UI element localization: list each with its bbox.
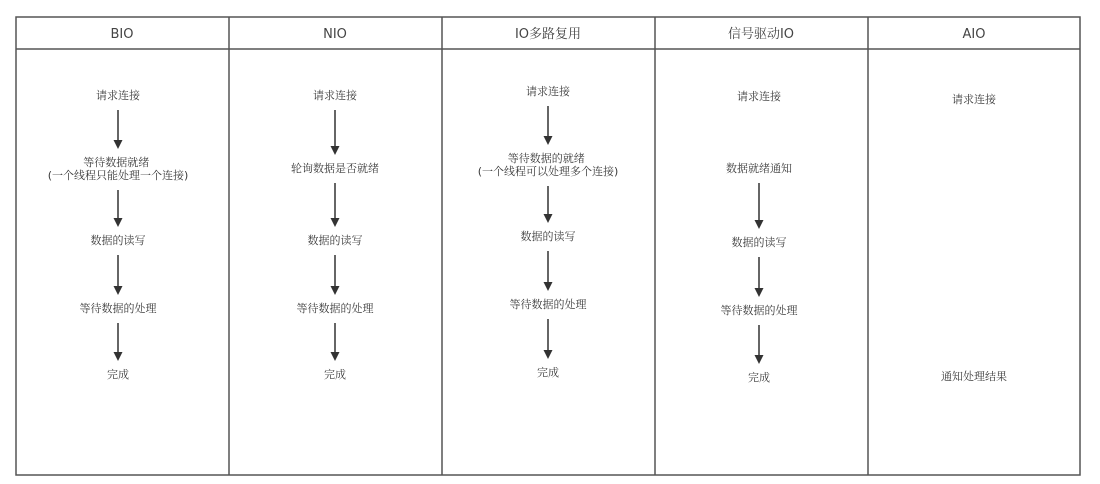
- flow-arrow-head: [114, 140, 123, 149]
- flow-arrow-head: [755, 288, 764, 297]
- flow-arrow-head: [331, 352, 340, 361]
- flow-step: 等待数据的处理: [720, 304, 798, 317]
- flow-arrow-head: [331, 218, 340, 227]
- flow-step: 请求连接: [313, 89, 357, 102]
- column-aio: [941, 27, 1007, 383]
- column-nio: [291, 27, 379, 381]
- column-header: AIO: [962, 27, 986, 42]
- flow-arrow-head: [331, 286, 340, 295]
- flow-arrow-head: [755, 220, 764, 229]
- flow-steps: [941, 92, 1007, 383]
- column-header: 信号驱动IO: [727, 27, 795, 42]
- flow-arrow-head: [755, 355, 764, 364]
- flow-step: 完成: [107, 368, 129, 381]
- flow-arrow-head: [114, 218, 123, 227]
- column-header: BIO: [110, 27, 134, 42]
- flow-step: 完成: [748, 371, 770, 384]
- flow-step: 请求连接: [952, 93, 996, 106]
- flow-step: 数据的读写: [90, 234, 146, 247]
- flow-arrows: [755, 183, 764, 364]
- flow-arrow-head: [544, 214, 553, 223]
- flow-step: 数据的读写: [520, 230, 576, 243]
- column-header: IO多路复用: [514, 27, 582, 42]
- flow-step: 完成: [537, 366, 559, 379]
- flow-arrow-head: [114, 286, 123, 295]
- column-io-multiplexing: [478, 27, 619, 379]
- flow-step: 等待数据的处理: [79, 302, 157, 315]
- flow-step: 轮询数据是否就绪: [291, 162, 379, 175]
- flow-step: 数据的读写: [307, 234, 363, 247]
- flow-arrow-head: [331, 146, 340, 155]
- flow-step: 等待数据的处理: [509, 298, 587, 311]
- column-header: NIO: [323, 27, 347, 42]
- flow-arrow-head: [544, 350, 553, 359]
- flow-step: 等待数据就绪 (一个线程只能处理一个连接): [47, 156, 189, 182]
- flow-step: 请求连接: [526, 85, 570, 98]
- flow-step: 请求连接: [96, 89, 140, 102]
- flow-step: 数据就绪通知: [726, 162, 792, 175]
- flow-arrow-head: [114, 352, 123, 361]
- column-signal-driven-io: [721, 26, 798, 384]
- flow-step: 等待数据的处理: [296, 302, 374, 315]
- flow-arrow-head: [544, 282, 553, 291]
- flow-step: 完成: [324, 368, 346, 381]
- flow-step: 数据的读写: [731, 236, 787, 249]
- flow-arrow-head: [544, 136, 553, 145]
- column-bio: [48, 27, 189, 381]
- flow-step: 等待数据的就绪 (一个线程可以处理多个连接): [477, 152, 619, 178]
- flow-step: 通知处理结果: [941, 370, 1007, 383]
- flow-step: 请求连接: [737, 90, 781, 103]
